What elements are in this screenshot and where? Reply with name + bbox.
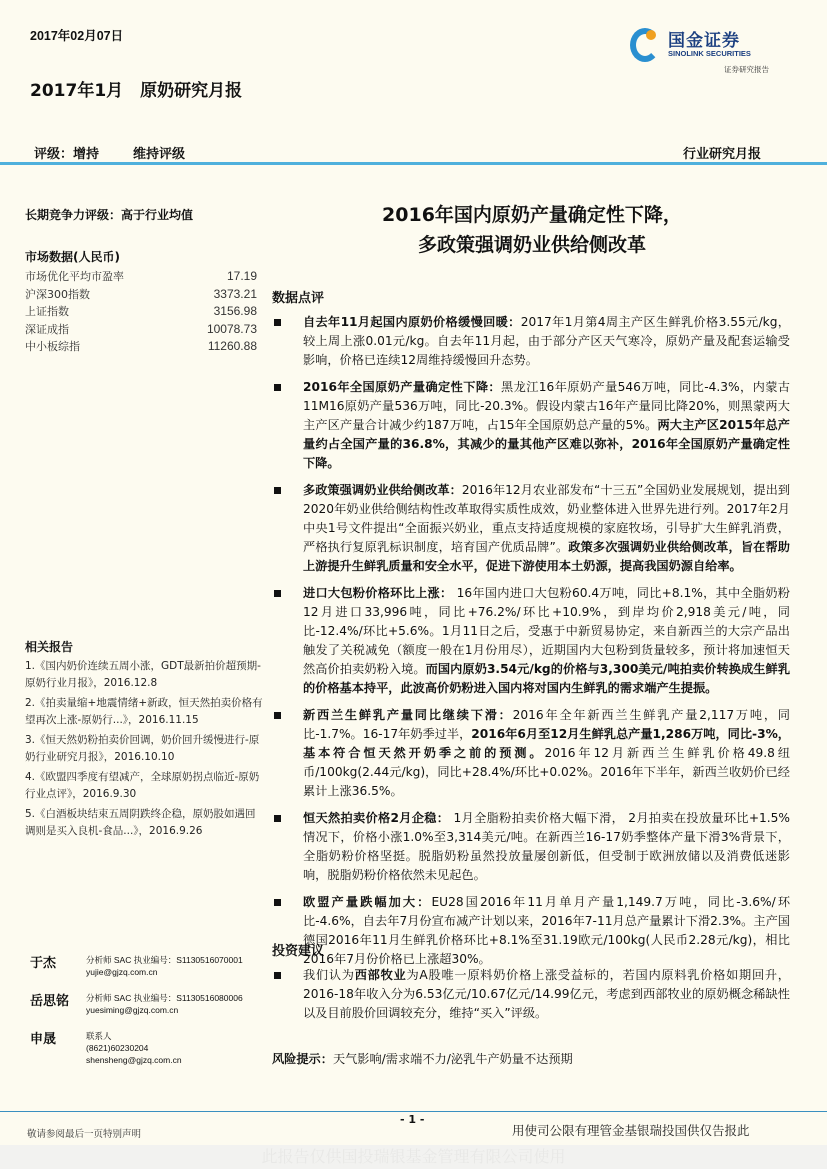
- market-value: 11260.88: [207, 339, 257, 354]
- footer-usage-note: 用使司公限有理管金基银瑞投国供仅告报此: [512, 1123, 750, 1138]
- analyst-name: 申晟: [30, 1032, 57, 1047]
- section-data-review: 数据点评: [272, 291, 325, 306]
- data-point-paragraph: [272, 584, 790, 698]
- market-row: [25, 268, 257, 286]
- text: 为A股唯一原料奶价格上涨受益标的，若国内原料乳价格如期回升，2016-18年收入分为6.53亿元/10.67亿元/14.99亿元，考虑到西部牧业的原奶概念稀缺性以及目前股价回调较充分，维持“买入”评级。: [303, 968, 790, 1020]
- investment-body: [272, 966, 790, 1031]
- bold-text: 自去年11月起国内原奶价格缓慢回暖：: [303, 315, 521, 329]
- text: 1月全脂粉拍卖价格大幅下滑， 2月拍卖在投放量环比+1.5%情况下，价格小涨1.0%至3,314美元/吨。在新西兰16-17奶季整体产量下滑3%背景下，全脂奶粉价格坚挺。脱脂奶粉虽然投放量屡创新低，但受制于欧洲放储以及消费低迷影响，脱脂奶粉价格依然未见起色。: [303, 811, 791, 882]
- header-divider: [0, 162, 827, 165]
- analyst-name: 岳思铭: [30, 994, 70, 1009]
- text: 黑龙江16年原奶产量546万吨，同比-4.3%，内蒙古11M16原奶产量536万吨，同比-20.3%。假设内蒙古16年产量同比降20%，则黑蒙两大主产区产量合计减少约187万吨，占15年全国原奶总产量的5%。: [303, 380, 790, 432]
- bullet-icon: [274, 972, 281, 979]
- logo-cn: 国金证券: [668, 31, 740, 51]
- bullet-icon: [274, 487, 281, 494]
- data-point-paragraph: [272, 706, 790, 801]
- market-value: 3156.98: [213, 304, 257, 319]
- bold-text: 政策多次强调奶业供给侧改革，旨在帮助上游提升生鲜乳质量和安全水平，促进下游使用本土奶源，提高我国奶源自给率。: [303, 540, 790, 573]
- watermark: 此报告仅供国投瑞银基金管理有限公司使用: [0, 1145, 827, 1169]
- related-reports-heading: 相关报告: [25, 640, 74, 654]
- headline: [272, 200, 792, 260]
- text: EU28国2016年11月单月产量1,149.7万吨，同比-3.6%/环比-4.6%，自去年7月份宣布减产计划以来，2016年7-11月总产量累计下滑2.3%。主产国德国2016年11月生鲜乳价格环比+8.1%至31.19欧元/100kg(人民币2.28元/kg)，相比2016年7月份价格已上涨超30%。: [303, 895, 791, 966]
- market-label: 沪深300指数: [25, 287, 90, 301]
- section-investment: 投资建议: [272, 944, 325, 959]
- analyst-role: 分析师 SAC 执业编号：S1130516080006: [86, 993, 243, 1003]
- market-label: 深证成指: [25, 322, 69, 336]
- data-point-paragraph: [272, 313, 790, 370]
- report-type: 行业研究月报: [683, 147, 762, 162]
- market-value: 17.19: [226, 269, 257, 283]
- bold-text: 两大主产区2015年总产量约占全国产量的36.8%，其减少的量其他产区难以弥补，2016年全国原奶产量确定性下降。: [303, 418, 790, 470]
- market-label: 市场优化平均市盈率: [25, 270, 124, 283]
- rating: [34, 143, 219, 162]
- risk-warning: [272, 1050, 573, 1067]
- rating-value: 评级：增持: [34, 147, 100, 162]
- market-value: 10078.73: [206, 321, 257, 336]
- related-report-link[interactable]: 5.《白酒板块结束五周阴跌终企稳，原奶股如遇回调则是买入良机-食品...》，2016.9.26: [25, 808, 256, 837]
- logo-subtitle: 证券研究报告: [724, 65, 769, 74]
- data-review-body: [272, 313, 790, 977]
- bold-text: 恒天然拍卖价格2月企稳：: [303, 811, 450, 825]
- analyst-contact: (8621)60230204: [86, 1043, 149, 1053]
- data-point-paragraph: [272, 809, 790, 885]
- text: 2017年1月第4周主产区生鲜乳价格3.55元/kg，较上周上涨0.01元/kg。自去年11月起，由于部分产区天气寒冷，原奶产量及配套运输受影响，价格已连续12周维持缓慢回升态势。: [303, 315, 790, 367]
- related-report-link[interactable]: 2.《拍卖量缩+地震情绪+新政，恒天然拍卖价格有望再次上涨-原奶行...》，2016.11.15: [25, 697, 263, 726]
- analyst-contact[interactable]: yujie@gjzq.com.cn: [86, 967, 158, 977]
- long-term-rating: 长期竞争力评级：高于行业均值: [25, 208, 194, 222]
- bullet-icon: [274, 590, 281, 597]
- bullet-icon: [274, 319, 281, 326]
- text: 2016年12月新西兰生鲜乳价格49.8纽币/100kg(2.44元/kg)，同比+28.4%/环比+0.02%。2016年下半年，新西兰收奶价已经累计上涨36.5%。: [303, 746, 790, 798]
- market-data-heading: 市场数据(人民币): [25, 250, 120, 264]
- bold-text: 2016年全国原奶产量确定性下降：: [303, 380, 502, 394]
- footer-divider: [0, 1111, 827, 1112]
- data-point-paragraph: [272, 481, 790, 576]
- bold-text: 2016年6月至12月生鲜乳总产量1,286万吨，同比-3%，基本符合恒天然开奶季之前的预测。: [303, 727, 790, 760]
- market-row: [25, 338, 257, 356]
- analyst-role: 分析师 SAC 执业编号：S1130516070001: [86, 955, 243, 965]
- related-report-link[interactable]: 4.《欧盟四季度有望减产，全球原奶拐点临近-原奶行业点评》，2016.9.30: [25, 771, 260, 800]
- disclaimer-note: 敬请参阅最后一页特别声明: [27, 1129, 142, 1140]
- analyst-name: 于杰: [30, 956, 57, 971]
- market-value: 3373.21: [213, 286, 257, 301]
- text: 2016年12月农业部发布“十三五”全国奶业发展规划，提出到2020年奶业供给侧结构性改革取得实质性成效，奶业整体进入世界先进行列。2017年2月中央1号文件提出“全面振兴奶业，重点支持适度规模的家庭牧场，引导扩大生鲜乳消费，严格执行复原乳标识制度，培育国产优质品牌”。: [303, 483, 791, 554]
- data-point-paragraph: [272, 893, 790, 969]
- market-label: 上证指数: [25, 305, 69, 319]
- headline-line: 2016年国内原奶产量确定性下降，: [382, 204, 682, 226]
- market-row: [25, 286, 257, 304]
- bullet-icon: [274, 815, 281, 822]
- bold-text: 进口大包粉价格环比上涨：: [303, 586, 453, 600]
- text: 16年国内进口大包粉60.4万吨，同比+8.1%，其中全脂奶粉12月进口33,996吨，同比+76.2%/环比+10.9%，到岸均价2,918美元/吨，同比-12.4%/环比+5.6%。1月11日之后，受惠于中新贸易协定，来自新西兰的大宗产品出触发了关税减免（额度一般在1月份用尽），近期国内大包粉到货量较多，预计将加速恒天然高价拍卖奶粉入境。: [303, 586, 790, 676]
- market-data-table: [25, 268, 257, 356]
- logo-en: SINOLINK SECURITIES: [668, 49, 751, 58]
- analyst-info: [86, 992, 243, 1016]
- bullet-icon: [274, 712, 281, 719]
- risk-text: 天气影响/需求端不力/泌乳牛产奶量不达预期: [332, 1052, 573, 1066]
- data-point-paragraph: [272, 378, 790, 473]
- bullet-icon: [274, 899, 281, 906]
- analyst-contact[interactable]: yuesiming@gjzq.com.cn: [86, 1005, 179, 1015]
- rating-note: 维持评级: [133, 147, 186, 162]
- bold-text: 新西兰生鲜乳产量同比继续下滑：: [303, 708, 513, 722]
- analyst-info: [86, 1030, 182, 1066]
- market-row: [25, 321, 257, 339]
- analyst-info: [86, 954, 243, 978]
- report-date: 2017年02月07日: [30, 29, 124, 43]
- market-label: 中小板综指: [25, 340, 80, 354]
- risk-label: 风险提示：: [272, 1052, 333, 1066]
- related-report-link[interactable]: 1.《国内奶价连续五周小涨，GDT最新拍价超预期-原奶行业月报》，2016.12.8: [25, 660, 261, 689]
- document-title: 2017年1月 原奶研究月报: [30, 81, 243, 101]
- page-number: - 1 -: [400, 1113, 425, 1126]
- bold-text: 而国内原奶3.54元/kg的价格与3,300美元/吨拍卖价转换成生鲜乳的价格基本持平，此波高价奶粉进入国内将对国内生鲜乳的需求端产生提振。: [303, 662, 791, 695]
- bold-text: 西部牧业: [354, 968, 407, 982]
- headline-line: 多政策强调奶业供给侧改革: [417, 234, 646, 256]
- bold-text: 多政策强调奶业供给侧改革：: [303, 483, 462, 497]
- bullet-icon: [274, 384, 281, 391]
- analyst-role: 联系人: [86, 1031, 112, 1041]
- related-report-link[interactable]: 3.《恒天然奶粉拍卖价回调，奶价回升缓慢进行-原奶行业研究月报》，2016.10.10: [25, 734, 260, 763]
- logo-dot-icon: [646, 30, 656, 40]
- related-reports-list: [25, 658, 263, 843]
- text: 我们认为: [303, 968, 355, 982]
- text: 2016年全年新西兰生鲜乳产量2,117万吨，同比-1.7%。16-17年奶季过半，: [303, 708, 790, 741]
- bold-text: 欧盟产量跌幅加大：: [303, 895, 432, 909]
- investment-paragraph: [272, 966, 790, 1023]
- market-row: [25, 303, 257, 321]
- analyst-contact[interactable]: shensheng@gjzq.com.cn: [86, 1055, 182, 1065]
